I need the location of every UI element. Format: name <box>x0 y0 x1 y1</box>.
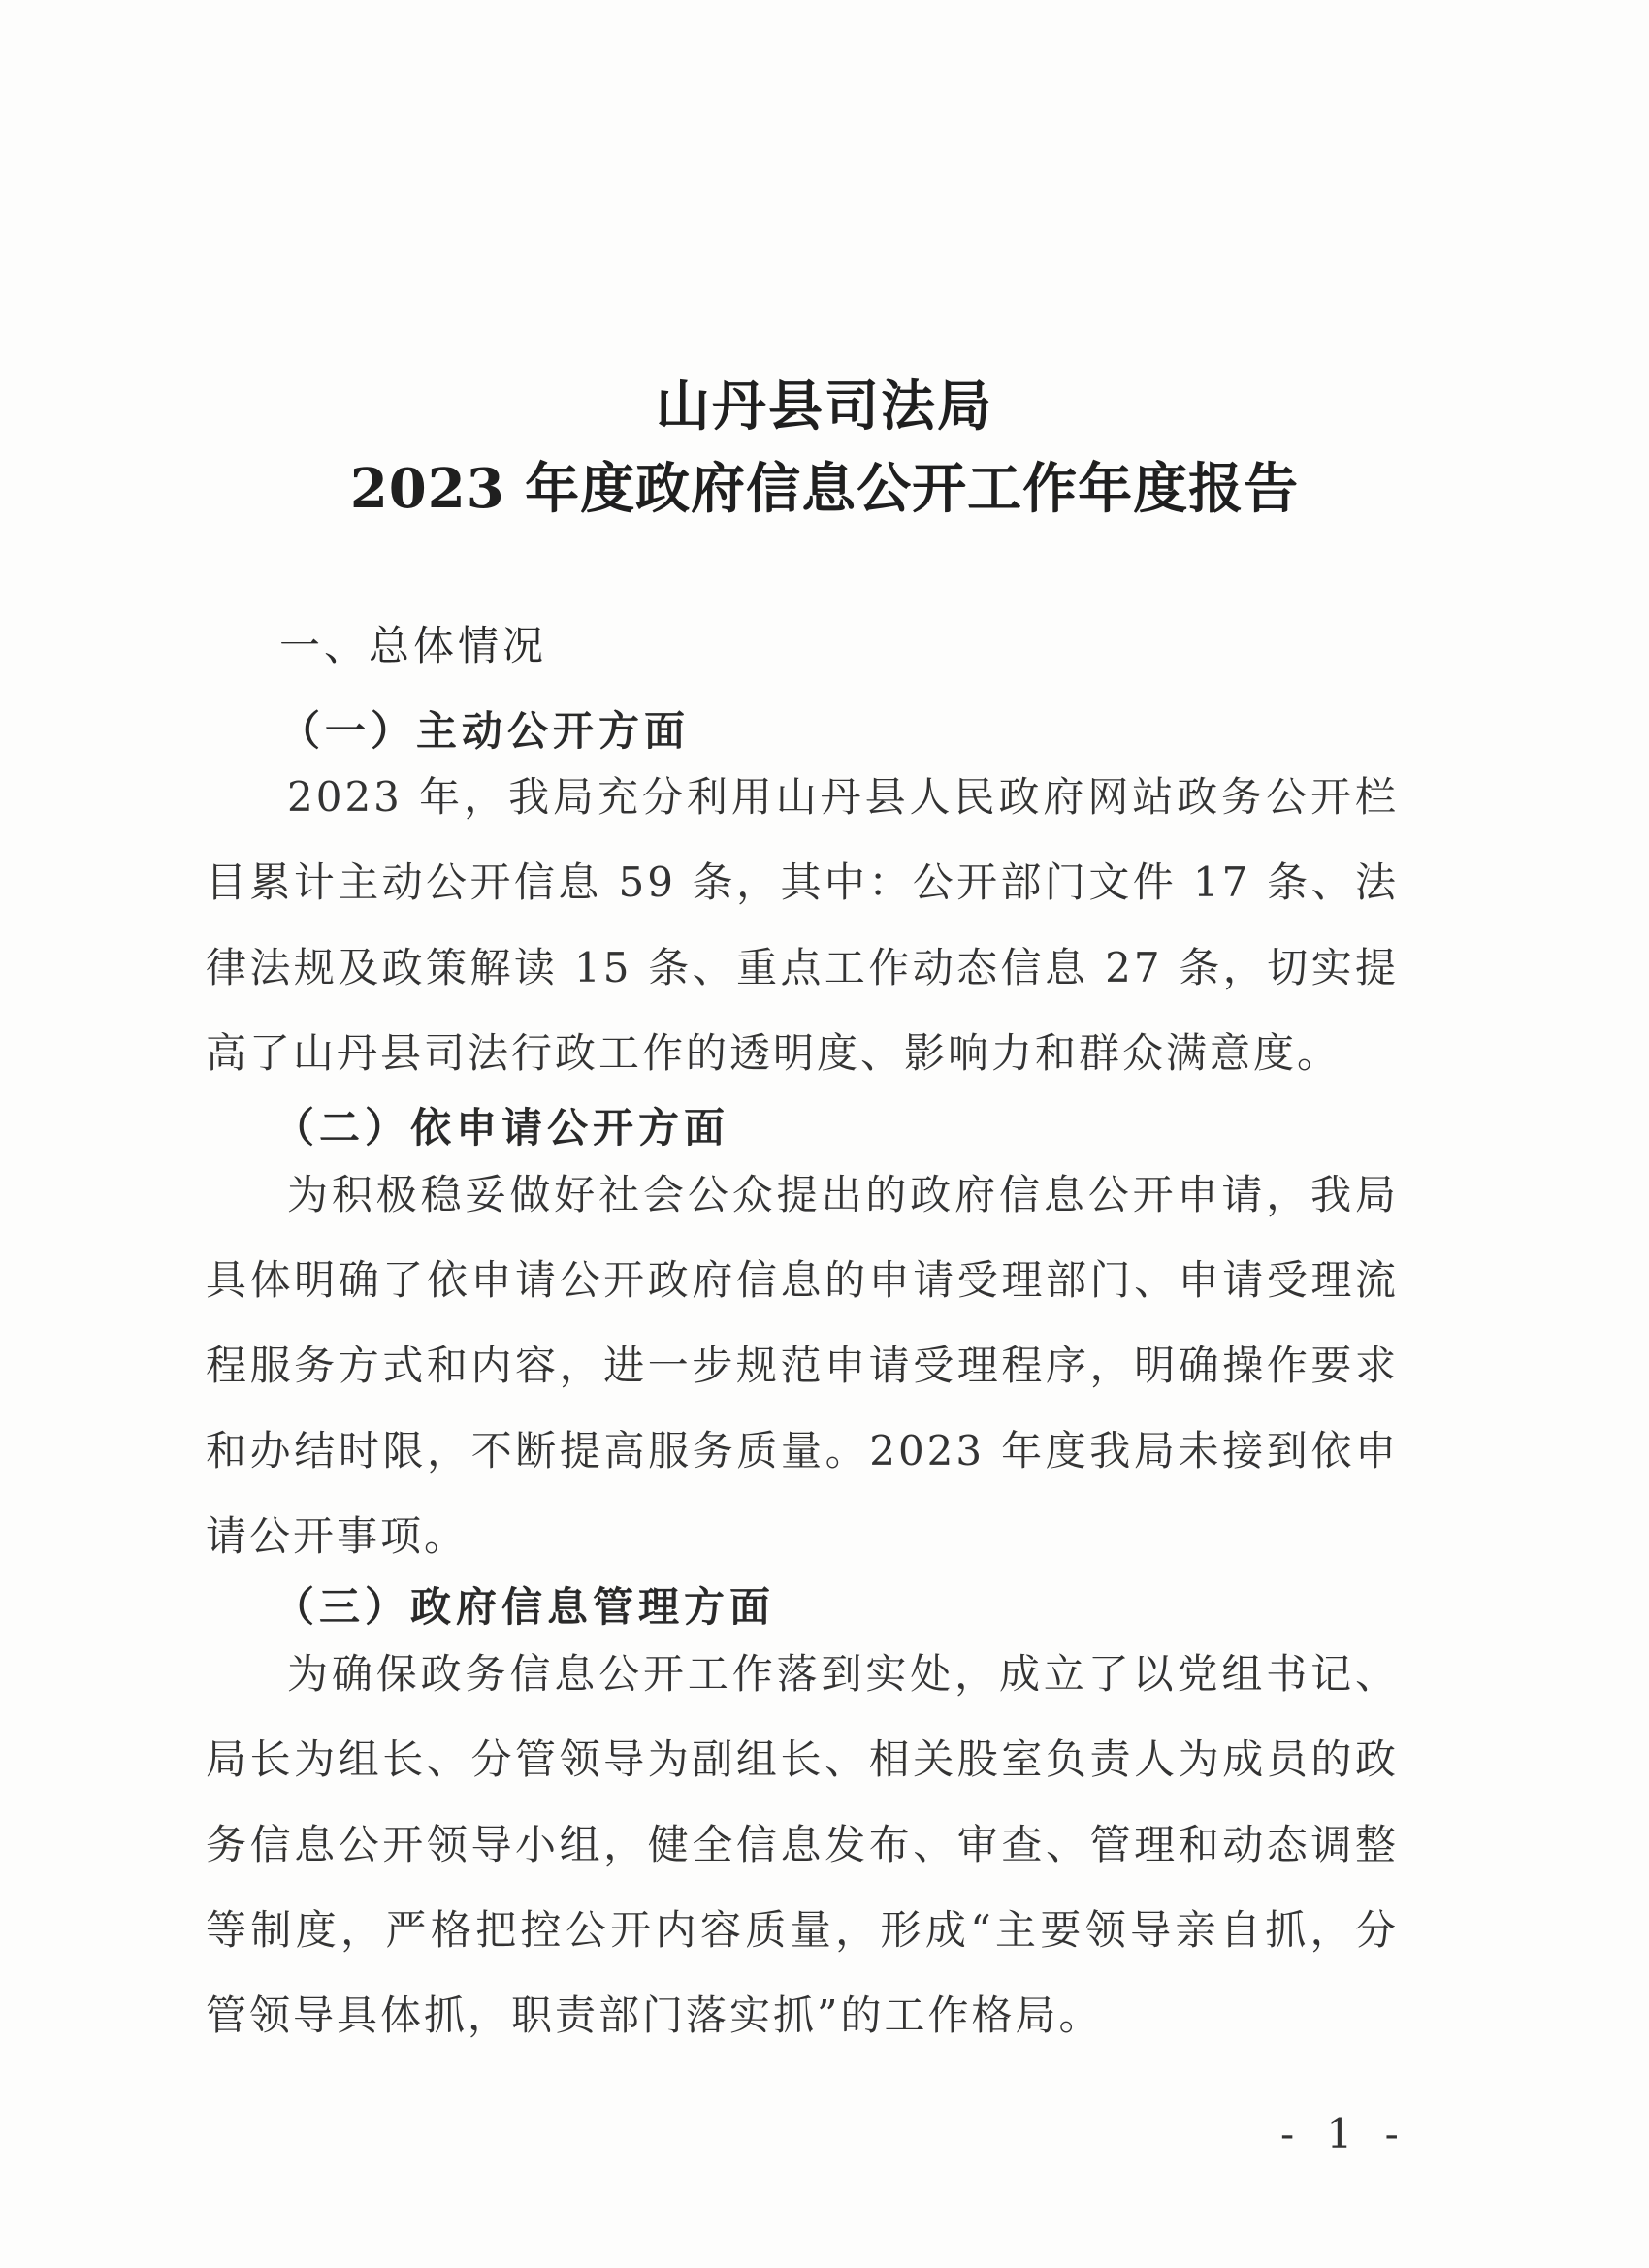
page-number: - 1 - <box>1280 2110 1408 2157</box>
document-title-line1: 山丹县司法局 <box>656 374 993 438</box>
paragraph-proactive: 2023 年，我局充分利用山丹县人民政府网站政务公开栏目累计主动公开信息 59 条，其中：公开部门文件 17 条、法律法规及政策解读 15 条、重点工作动态信息 27 条，切实提高了山丹县司法行政工作的透明度、影响力和群众满意度。 <box>206 773 1399 1077</box>
document-title-line2: 2023 年度政府信息公开工作年度报告 <box>349 457 1300 521</box>
paragraph-info-management: 为确保政务信息公开工作落到实处，成立了以党组书记、局长为组长、分管领导为副组长、相关股室负责人为成员的政务信息公开领导小组，健全信息发布、审查、管理和动态调整等制度，严格把控公开内容质量，形成“主要领导亲自抓，分管领导具体抓，职责部门落实抓”的工作格局。 <box>206 1650 1399 2039</box>
paragraph-on-request: 为积极稳妥做好社会公众提出的政府信息公开申请，我局具体明确了依申请公开政府信息的申请受理部门、申请受理流程服务方式和内容，进一步规范申请受理程序，明确操作要求和办结时限，不断提高服务质量。2023 年度我局未接到依申请公开事项。 <box>206 1171 1399 1560</box>
subsection-heading-info-management: （三）政府信息管理方面 <box>274 1583 776 1631</box>
subsection-heading-proactive: （一）主动公开方面 <box>279 707 691 755</box>
subsection-heading-on-request: （二）依申请公开方面 <box>274 1104 730 1151</box>
section-heading-overview: 一、总体情况 <box>279 622 548 669</box>
